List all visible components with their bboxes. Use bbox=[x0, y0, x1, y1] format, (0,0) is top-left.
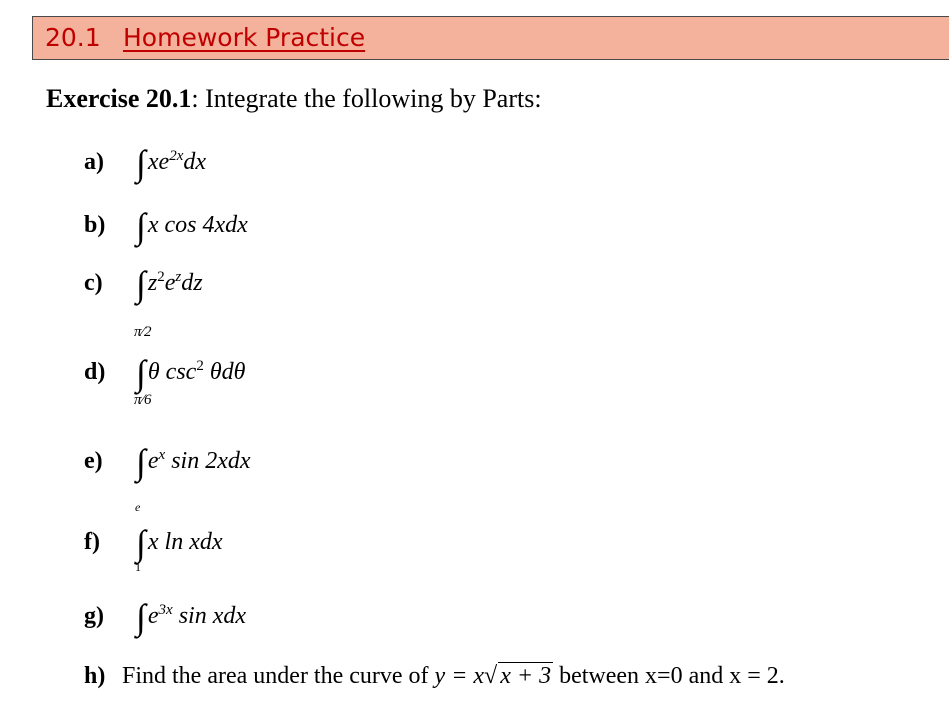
exercise-instruction: : Integrate the following by Parts: bbox=[191, 84, 542, 113]
differential: θdθ bbox=[203, 359, 246, 385]
problem-label: g) bbox=[84, 603, 104, 629]
problem-d bbox=[84, 352, 245, 394]
integrand: xe bbox=[147, 149, 170, 175]
integral-sign: ∫ bbox=[136, 442, 146, 482]
sqrt-sign: √ bbox=[484, 663, 498, 689]
exponent: z bbox=[175, 269, 182, 285]
problem-g bbox=[84, 596, 246, 638]
problem-text: Find the area under the curve of bbox=[122, 663, 435, 689]
trig-term: sin xdx bbox=[172, 603, 247, 629]
integral-sign: ∫ bbox=[136, 143, 146, 183]
problem-b bbox=[84, 205, 248, 247]
problem-a bbox=[84, 142, 206, 184]
section-header bbox=[32, 16, 949, 60]
exponent: 2 bbox=[157, 269, 165, 285]
problem-label: h) bbox=[84, 663, 106, 689]
integral-sign: ∫ bbox=[136, 353, 146, 393]
sqrt-argument: x + 3 bbox=[500, 663, 552, 689]
section-number: 20.1 bbox=[45, 23, 101, 52]
integrand: e bbox=[147, 448, 159, 474]
equation-lhs: y = x bbox=[434, 663, 485, 689]
problem-label: c) bbox=[84, 270, 103, 296]
trig-term: sin 2xdx bbox=[165, 448, 251, 474]
upper-limit: π⁄2 bbox=[134, 324, 152, 340]
integrand-base: e bbox=[164, 270, 176, 296]
problem-label: f) bbox=[84, 529, 100, 555]
problem-e bbox=[84, 441, 251, 483]
exercise-label: Exercise 20.1 bbox=[46, 84, 192, 113]
differential: dz bbox=[181, 270, 203, 296]
exponent: x bbox=[158, 447, 166, 463]
lower-limit: 1 bbox=[135, 560, 141, 574]
integrand: x ln xdx bbox=[147, 529, 223, 555]
exponent: 2 bbox=[196, 358, 204, 374]
lower-limit: π⁄6 bbox=[134, 392, 152, 408]
problem-label: e) bbox=[84, 448, 103, 474]
differential: dx bbox=[183, 149, 207, 175]
problem-text-end: between x=0 and x = 2. bbox=[553, 663, 785, 689]
integral-sign: ∫ bbox=[136, 206, 146, 246]
problem-label: a) bbox=[84, 149, 104, 175]
problem-label: b) bbox=[84, 212, 106, 238]
integrand: θ csc bbox=[147, 359, 197, 385]
integral-sign: ∫ bbox=[136, 597, 146, 637]
integral-sign: ∫ bbox=[136, 264, 146, 304]
integrand-var: z bbox=[147, 270, 158, 296]
problem-label: d) bbox=[84, 359, 106, 385]
upper-limit: e bbox=[135, 500, 141, 514]
exponent: 2x bbox=[169, 148, 184, 164]
integrand: e bbox=[147, 603, 159, 629]
integrand: x cos 4xdx bbox=[147, 212, 248, 238]
problem-f bbox=[84, 522, 223, 564]
integral-sign: ∫ bbox=[136, 523, 146, 563]
exercise-heading bbox=[46, 84, 542, 114]
exponent: 3x bbox=[158, 602, 173, 618]
problem-h bbox=[84, 662, 785, 690]
section-title-link[interactable]: Homework Practice bbox=[123, 23, 366, 52]
problem-c bbox=[84, 263, 203, 305]
